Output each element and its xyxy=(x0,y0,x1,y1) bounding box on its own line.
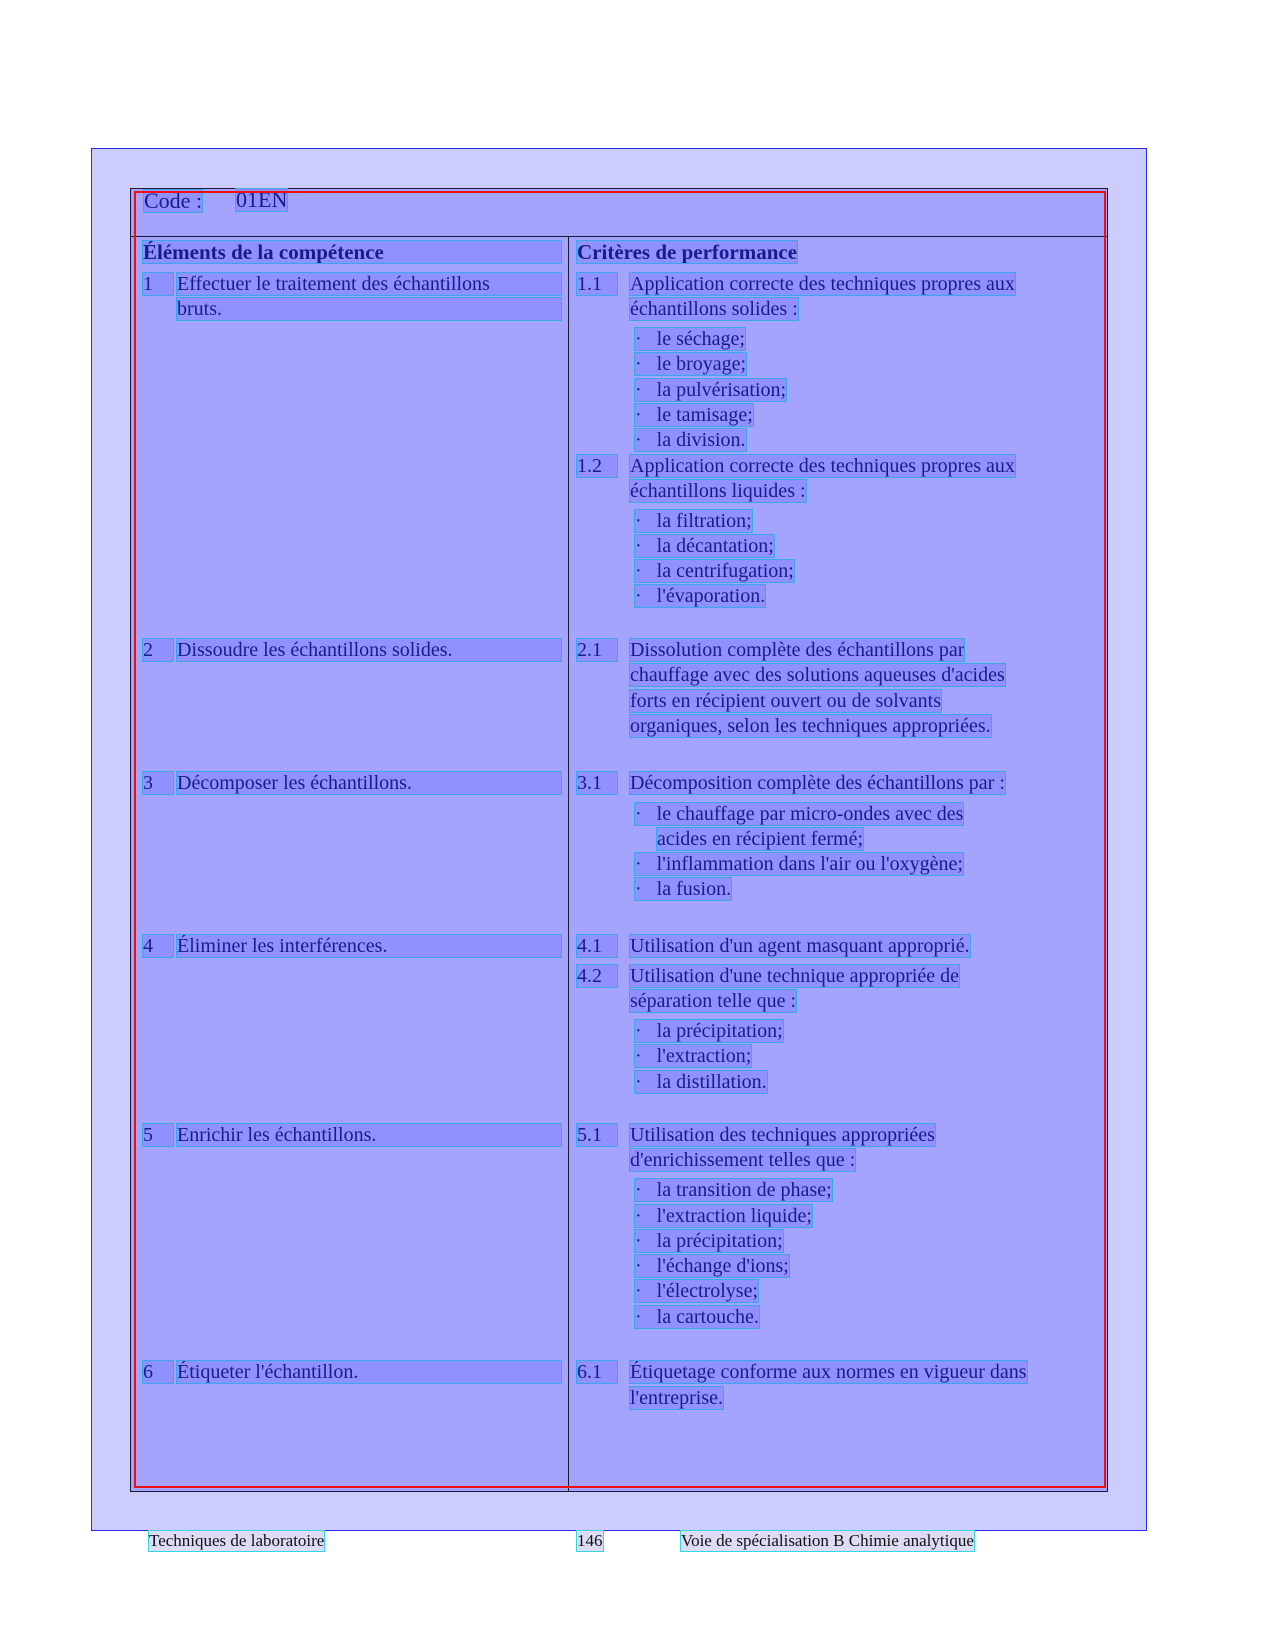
item-text: l'extraction liquide; xyxy=(656,1205,812,1227)
element-5-number: 5 xyxy=(143,1124,173,1146)
criterion-5-1-line: Utilisation des techniques appropriées xyxy=(630,1124,935,1146)
element-1-text-cont: bruts. xyxy=(177,298,561,320)
criterion-1-1-item: · la division. xyxy=(635,429,746,451)
item-text: la décantation; xyxy=(656,535,774,557)
criterion-1-1-line: Application correcte des techniques propres aux xyxy=(630,273,1015,295)
criterion-1-2-item: · la centrifugation; xyxy=(635,560,794,582)
criterion-2-1-number: 2.1 xyxy=(577,639,617,661)
criterion-4-2-line: séparation telle que : xyxy=(630,990,797,1012)
code-separator-line xyxy=(131,236,1107,237)
item-text: la précipitation; xyxy=(656,1020,783,1042)
criterion-1-2-line: Application correcte des techniques propres aux xyxy=(630,455,1015,477)
criterion-5-1-item: · l'échange d'ions; xyxy=(635,1255,789,1277)
code-value: 01EN xyxy=(236,187,288,212)
criterion-1-1-item: · le séchage; xyxy=(635,328,745,350)
element-6-number: 6 xyxy=(143,1361,173,1383)
item-text: l'inflammation dans l'air ou l'oxygène; xyxy=(656,853,963,875)
criterion-4-1-number: 4.1 xyxy=(577,935,617,957)
criterion-5-1-item: · la cartouche. xyxy=(635,1306,759,1328)
criterion-5-1-item: · l'électrolyse; xyxy=(635,1280,759,1302)
criterion-3-1-line: Décomposition complète des échantillons par : xyxy=(630,772,1005,794)
item-text: le tamisage; xyxy=(656,404,753,426)
element-3-number: 3 xyxy=(143,772,173,794)
competence-table xyxy=(130,188,1108,1492)
criterion-2-1-line: organiques, selon les techniques appropriées. xyxy=(630,715,991,737)
item-text: l'électrolyse; xyxy=(656,1280,759,1302)
criterion-3-1-item: · la fusion. xyxy=(635,878,732,900)
criterion-5-1-item: · l'extraction liquide; xyxy=(635,1205,812,1227)
element-2-text: Dissoudre les échantillons solides. xyxy=(177,639,561,661)
criterion-4-2-item: · la précipitation; xyxy=(635,1020,783,1042)
criterion-6-1-line: Étiquetage conforme aux normes en vigueur dans xyxy=(630,1361,1027,1383)
criterion-6-1-number: 6.1 xyxy=(577,1361,617,1383)
item-text: la cartouche. xyxy=(656,1306,759,1328)
element-1-text: Effectuer le traitement des échantillons xyxy=(177,273,561,295)
header-elements: Éléments de la compétence xyxy=(143,241,561,263)
footer-right: Voie de spécialisation B Chimie analytique xyxy=(681,1531,974,1550)
item-text: la précipitation; xyxy=(656,1230,783,1252)
criterion-1-2-item: · l'évaporation. xyxy=(635,585,766,607)
item-text: l'évaporation. xyxy=(656,585,766,607)
element-3-text: Décomposer les échantillons. xyxy=(177,772,561,794)
column-separator-line xyxy=(568,237,569,1492)
criterion-2-1-line: Dissolution complète des échantillons par xyxy=(630,639,965,661)
criterion-4-2-item: · la distillation. xyxy=(635,1071,767,1093)
criterion-1-1-line: échantillons solides : xyxy=(630,298,798,320)
criterion-5-1-item: · la transition de phase; xyxy=(635,1179,832,1201)
item-text: la division. xyxy=(656,429,746,451)
criterion-2-1-line: chauffage avec des solutions aqueuses d'acides xyxy=(630,664,1005,686)
criterion-1-2-line: échantillons liquides : xyxy=(630,480,806,502)
criterion-5-1-number: 5.1 xyxy=(577,1124,617,1146)
code-label: Code : xyxy=(144,188,203,213)
criterion-4-2-number: 4.2 xyxy=(577,965,617,987)
criterion-4-1-line: Utilisation d'un agent masquant approprié. xyxy=(630,935,970,957)
criterion-3-1-number: 3.1 xyxy=(577,772,617,794)
header-criteria: Critères de performance xyxy=(577,240,798,264)
criterion-5-1-line: d'enrichissement telles que : xyxy=(630,1149,856,1171)
item-text: la pulvérisation; xyxy=(656,379,787,401)
criterion-3-1-item: · l'inflammation dans l'air ou l'oxygène; xyxy=(635,853,963,875)
criterion-1-1-number: 1.1 xyxy=(577,273,617,295)
criterion-1-1-item: · la pulvérisation; xyxy=(635,379,787,401)
item-text: la filtration; xyxy=(656,510,752,532)
criterion-4-2-item: · l'extraction; xyxy=(635,1045,752,1067)
criterion-1-2-number: 1.2 xyxy=(577,455,617,477)
item-text: la transition de phase; xyxy=(656,1179,832,1201)
item-text: l'extraction; xyxy=(656,1045,752,1067)
item-text: le séchage; xyxy=(656,328,745,350)
criterion-3-1-item-cont: acides en récipient fermé; xyxy=(657,828,863,850)
element-1-number: 1 xyxy=(143,273,173,295)
element-6-text: Étiqueter l'échantillon. xyxy=(177,1361,561,1383)
criterion-2-1-line: forts en récipient ouvert ou de solvants xyxy=(630,690,942,712)
item-text: le chauffage par micro-ondes avec des xyxy=(656,803,964,825)
item-text: la centrifugation; xyxy=(656,560,794,582)
item-text: la distillation. xyxy=(656,1071,767,1093)
item-text: l'échange d'ions; xyxy=(656,1255,789,1277)
criterion-1-1-item: · le tamisage; xyxy=(635,404,753,426)
item-text: la fusion. xyxy=(656,878,732,900)
criterion-3-1-item: · le chauffage par micro-ondes avec des xyxy=(635,803,964,825)
footer-left: Techniques de laboratoire xyxy=(149,1531,325,1550)
criterion-1-2-item: · la décantation; xyxy=(635,535,774,557)
criterion-1-1-item: · le broyage; xyxy=(635,353,747,375)
item-text: le broyage; xyxy=(656,353,747,375)
element-2-number: 2 xyxy=(143,639,173,661)
criterion-4-2-line: Utilisation d'une technique appropriée de xyxy=(630,965,960,987)
criterion-6-1-line: l'entreprise. xyxy=(630,1387,724,1409)
element-4-number: 4 xyxy=(143,935,173,957)
footer-page-number: 146 xyxy=(577,1531,603,1550)
criterion-1-2-item: · la filtration; xyxy=(635,510,752,532)
criterion-5-1-item: · la précipitation; xyxy=(635,1230,783,1252)
element-5-text: Enrichir les échantillons. xyxy=(177,1124,561,1146)
element-4-text: Éliminer les interférences. xyxy=(177,935,561,957)
